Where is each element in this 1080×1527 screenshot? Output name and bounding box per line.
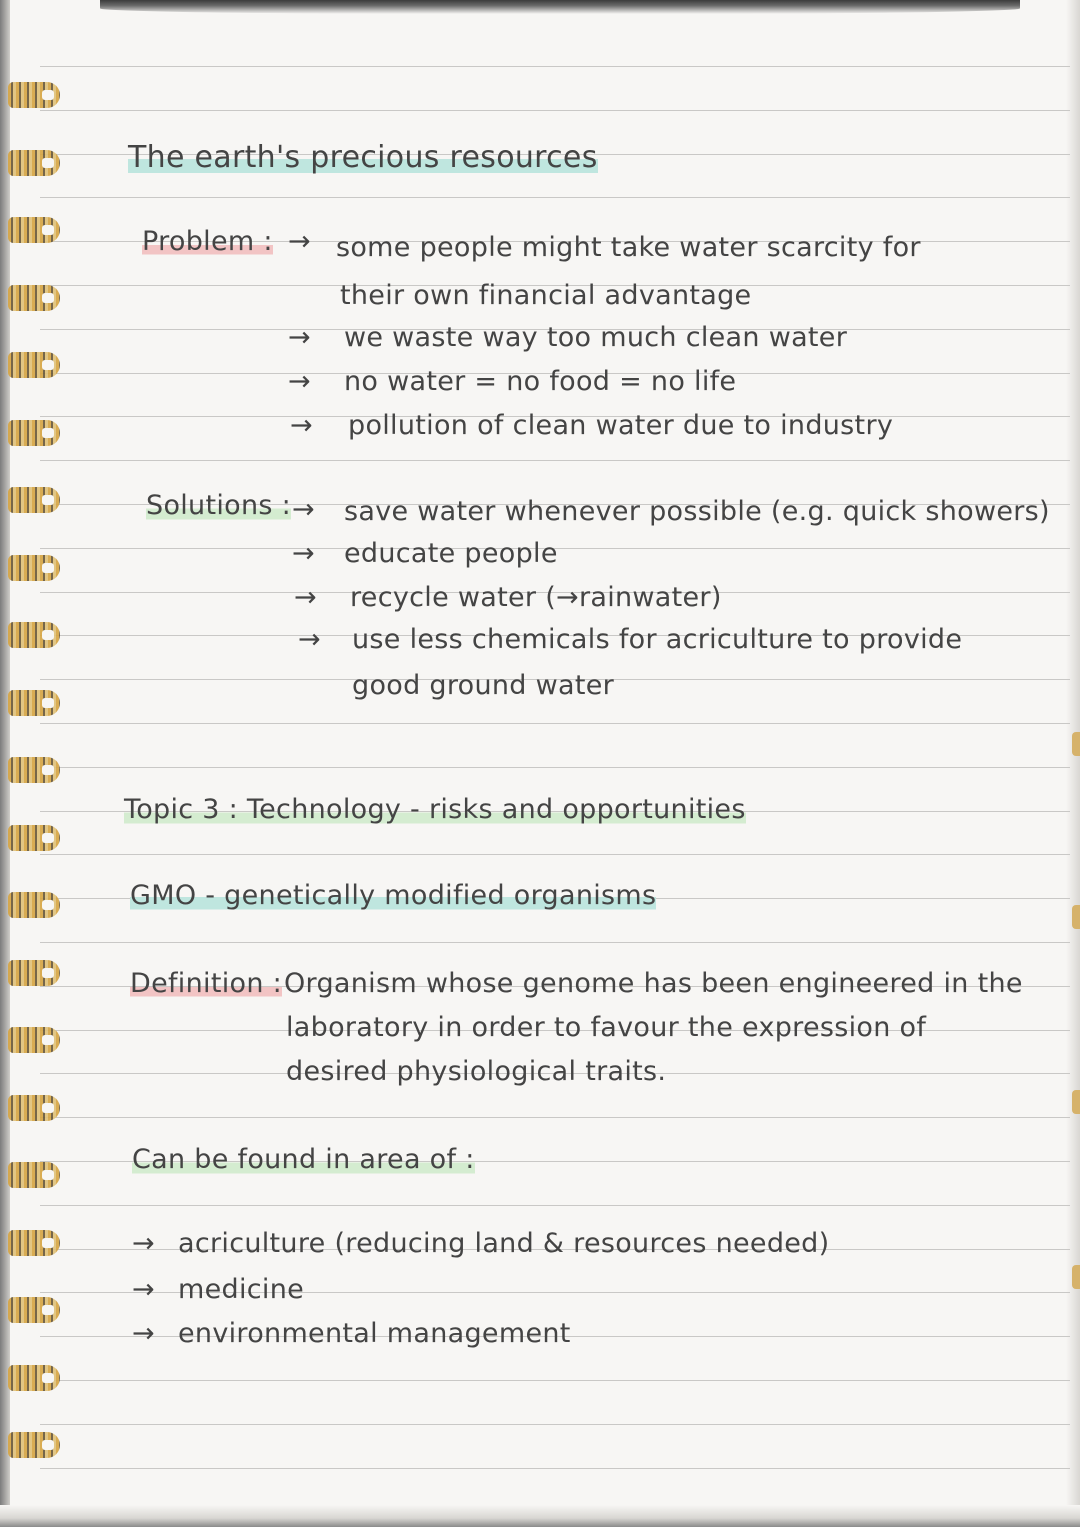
ruled-line xyxy=(40,110,1070,111)
area-item: medicine xyxy=(178,1274,305,1305)
spiral-ring-icon xyxy=(8,1432,60,1458)
arrow-icon: → xyxy=(132,1318,155,1349)
spiral-ring-icon xyxy=(8,1230,60,1256)
arrow-icon: → xyxy=(132,1228,155,1259)
solutions-label: Solutions : xyxy=(146,490,292,521)
definition-line: Organism whose genome has been engineered in the xyxy=(284,968,1023,999)
spiral-ring-icon xyxy=(8,285,60,311)
ruled-line xyxy=(40,460,1070,461)
spiral-ring-icon xyxy=(8,1365,60,1391)
spiral-ring-icon xyxy=(8,892,60,918)
solution-item: educate people xyxy=(344,538,558,569)
area-item: acriculture (reducing land & resources needed) xyxy=(178,1228,830,1259)
problem-item: some people might take water scarcity for xyxy=(336,232,921,263)
problem-item: we waste way too much clean water xyxy=(344,322,848,353)
ruled-line xyxy=(40,1205,1070,1206)
arrow-icon: → xyxy=(288,366,311,397)
arrow-icon: → xyxy=(290,410,313,441)
spiral-ring-icon xyxy=(8,825,60,851)
ruled-line xyxy=(40,66,1070,67)
problem-label: Problem : xyxy=(142,226,273,257)
definition-line: desired physiological traits. xyxy=(286,1056,667,1087)
arrow-icon: → xyxy=(288,322,311,353)
ruled-line xyxy=(40,767,1070,768)
page-top-shadow xyxy=(100,0,1020,14)
problem-item: pollution of clean water due to industry xyxy=(348,410,894,441)
spiral-ring-icon xyxy=(8,82,60,108)
problem-item: no water = no food = no life xyxy=(344,366,737,397)
arrow-icon: → xyxy=(292,538,315,569)
spiral-ring-icon xyxy=(8,352,60,378)
solution-item: recycle water (→rainwater) xyxy=(350,582,722,613)
ruled-line xyxy=(40,1380,1070,1381)
arrow-icon: → xyxy=(132,1274,155,1305)
page-bottom-edge xyxy=(0,1505,1080,1527)
solution-item: good ground water xyxy=(352,670,615,701)
spiral-ring-icon xyxy=(8,757,60,783)
topic-heading: Topic 3 : Technology - risks and opportunities xyxy=(124,794,746,825)
ruled-line xyxy=(40,1468,1070,1469)
solution-item: save water whenever possible (e.g. quick showers) xyxy=(344,496,1050,527)
problem-item: their own financial advantage xyxy=(340,280,752,311)
spiral-ring-icon xyxy=(8,150,60,176)
spiral-ring-icon xyxy=(8,690,60,716)
ruled-line xyxy=(40,1117,1070,1118)
spiral-ring-icon xyxy=(8,622,60,648)
ruled-line xyxy=(40,854,1070,855)
gmo-heading: GMO - genetically modified organisms xyxy=(130,880,657,911)
ruled-line xyxy=(40,197,1070,198)
spiral-ring-icon xyxy=(8,960,60,986)
spiral-ring-icon xyxy=(8,487,60,513)
ruled-line xyxy=(40,723,1070,724)
area-item: environmental management xyxy=(178,1318,571,1349)
page-tab-marker xyxy=(1072,905,1080,929)
spiral-ring-icon xyxy=(8,1027,60,1053)
arrow-icon: → xyxy=(294,582,317,613)
arrow-icon: → xyxy=(292,494,315,525)
spiral-ring-icon xyxy=(8,420,60,446)
spiral-ring-icon xyxy=(8,1297,60,1323)
areas-intro: Can be found in area of : xyxy=(132,1144,475,1175)
page-tab-marker xyxy=(1072,1090,1080,1114)
page-right-edge xyxy=(1066,0,1080,1527)
spiral-ring-icon xyxy=(8,1162,60,1188)
spiral-ring-icon xyxy=(8,1095,60,1121)
spiral-ring-icon xyxy=(8,217,60,243)
page-title: The earth's precious resources xyxy=(128,140,598,175)
arrow-icon: → xyxy=(298,624,321,655)
definition-label: Definition : xyxy=(130,968,283,999)
solution-item: use less chemicals for acriculture to provide xyxy=(352,624,963,655)
ruled-line xyxy=(40,1424,1070,1425)
page-tab-marker xyxy=(1072,732,1080,756)
ruled-line xyxy=(40,942,1070,943)
definition-line: laboratory in order to favour the expression of xyxy=(286,1012,927,1043)
spiral-ring-icon xyxy=(8,555,60,581)
page-tab-marker xyxy=(1072,1265,1080,1289)
arrow-icon: → xyxy=(288,226,311,257)
